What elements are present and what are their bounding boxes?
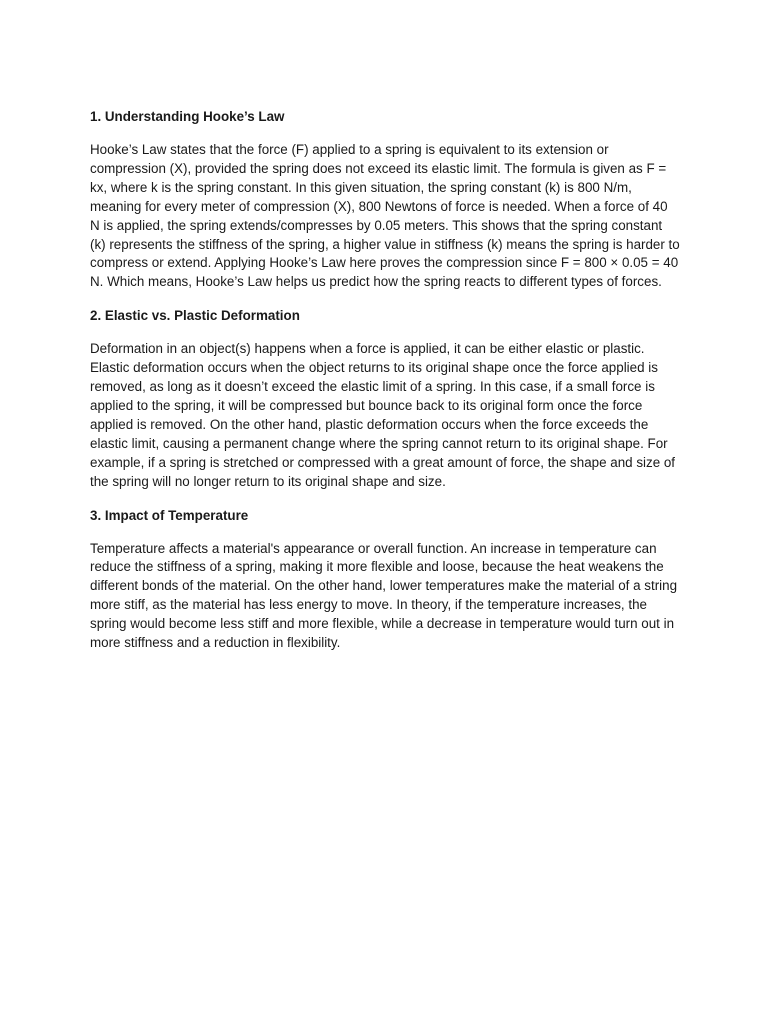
section-hookes-law xyxy=(90,107,680,292)
section-paragraph: Temperature affects a material's appearance or overall function. An increase in temperature can reduce the stiffness of a spring, making it more flexible and loose, because the heat weakens the different bonds of the material. On the other hand, lower temperatures make the material of a string more stiff, as the material has less energy to move. In theory, if the temperature increases, the spring would become less stiff and more flexible, while a decrease in temperature would turn out in more stiffness and a reduction in flexibility. xyxy=(90,540,678,651)
section-impact-of-temperature xyxy=(90,506,680,653)
section-paragraph: Hooke’s Law states that the force (F) applied to a spring is equivalent to its extension or compression (X), provided the spring does not exceed its elastic limit. The formula is given as F = kx, where k is the spring constant. In this given situation, the spring constant (k) is 800 N/m, meaning for every meter of compression (X), 800 Newtons of force is needed. When a force of 40 N is applied, the spring extends/compresses by 0.05 meters. This shows that the spring constant (k) represents the stiffness of the spring, a higher value in stiffness (k) means the spring is harder to compress or extend. Applying Hooke’s Law here proves the compression since F = 800 × 0.05 = 40 N. Which means, Hooke’s Law helps us predict how the spring reacts to different types of forces. xyxy=(90,142,680,290)
document-page xyxy=(90,107,680,653)
section-heading: 2. Elastic vs. Plastic Deformation xyxy=(90,308,300,324)
section-paragraph: Deformation in an object(s) happens when a force is applied, it can be either elastic or plastic. Elastic deformation occurs when the object returns to its original shape once the force applied is removed, as long as it doesn’t exceed the elastic limit of a spring. In this case, if a small force is applied to the spring, it will be compressed but bounce back to its original form once the force applied is removed. On the other hand, plastic deformation occurs when the force exceeds the elastic limit, causing a permanent change where the spring cannot return to its original shape. For example, if a spring is stretched or compressed with a great amount of force, the shape and size of the spring will no longer return to its original shape and size. xyxy=(90,341,676,489)
section-elastic-vs-plastic xyxy=(90,306,680,491)
section-heading: 3. Impact of Temperature xyxy=(90,507,249,523)
section-heading: 1. Understanding Hooke’s Law xyxy=(90,109,285,124)
